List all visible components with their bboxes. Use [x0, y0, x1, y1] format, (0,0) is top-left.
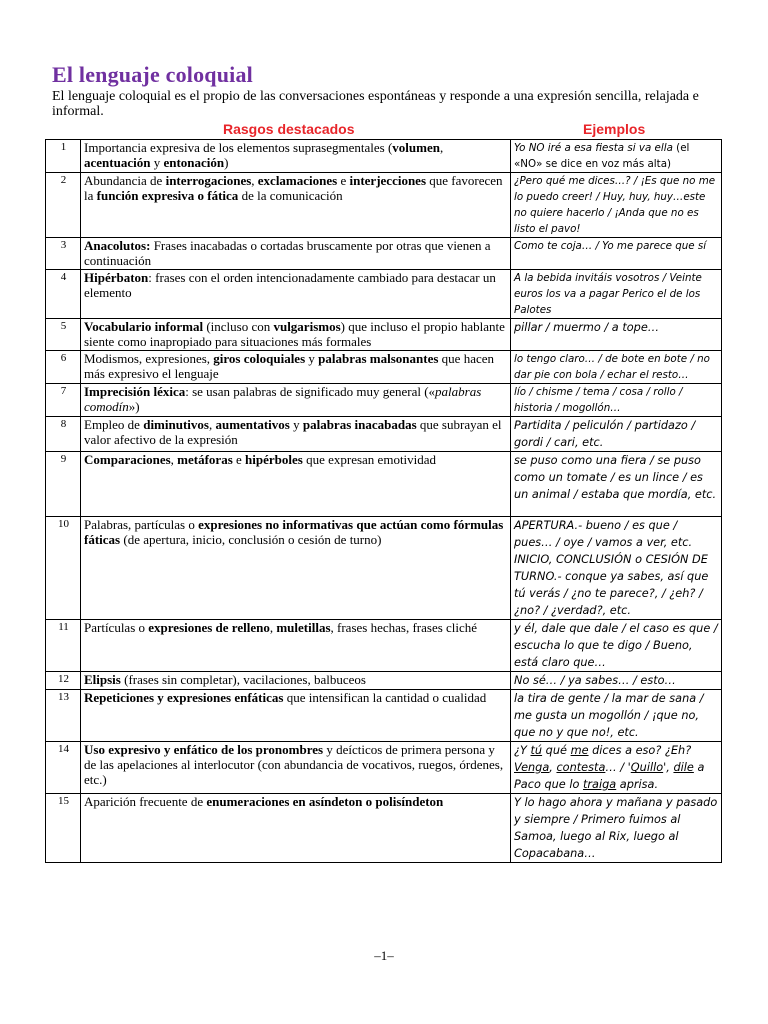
feature-text: (frases sin completar), vacilaciones, balbuceos — [120, 672, 366, 687]
example-cell — [511, 742, 722, 794]
feature-text: aumentativos — [215, 417, 290, 432]
feature-text: , — [208, 417, 216, 432]
feature-text: ) — [224, 155, 229, 170]
feature-cell — [81, 742, 511, 794]
row-number: 9 — [46, 452, 81, 517]
intro-paragraph: El lenguaje coloquial es el propio de las conversaciones espontáneas y responde a una expresión sencilla, relajada e informal. — [52, 89, 699, 119]
feature-text: que intensifican la cantidad o cualidad — [283, 690, 487, 705]
example-cell — [511, 452, 722, 517]
feature-text: Comparaciones — [84, 452, 171, 467]
feature-text: Abundancia de — [84, 173, 166, 188]
example-text: traiga — [582, 778, 617, 791]
feature-cell — [81, 319, 511, 351]
feature-cell — [81, 173, 511, 238]
row-number: 14 — [46, 742, 81, 794]
table-row — [46, 384, 722, 417]
example-cell — [511, 384, 722, 417]
example-text: contesta — [556, 761, 606, 774]
example-text: lo tengo claro… / de bote en bote / no dar pie con bola / echar el resto… — [514, 353, 710, 381]
example-text: , — [549, 761, 557, 774]
row-number: 6 — [46, 351, 81, 384]
feature-cell — [81, 384, 511, 417]
table-row — [46, 742, 722, 794]
feature-text: giros coloquiales — [213, 351, 306, 366]
feature-cell — [81, 794, 511, 863]
feature-cell — [81, 690, 511, 742]
example-text: tú — [530, 744, 543, 757]
example-cell — [511, 173, 722, 238]
feature-text: , — [251, 173, 258, 188]
feature-text: expresiones no informativas que actúan como fórmulas fáticas — [84, 517, 504, 547]
example-cell — [511, 794, 722, 863]
example-text: ¿Y — [514, 744, 531, 757]
example-text: … / ' — [605, 761, 631, 774]
example-text: a Paco que lo — [514, 761, 705, 791]
feature-text: Repeticiones y expresiones enfáticas — [84, 690, 284, 705]
feature-text: Palabras, partículas o — [84, 517, 199, 532]
table-row — [46, 238, 722, 270]
example-text: APERTURA.- bueno / es que / pues… / oye / vamos a ver, etc. INICIO, CONCLUSIÓN o CESIÓN DE TURNO.- conque ya sabes, así que tú verás / ¿no te parece?, / ¿eh? / ¿no? / ¿verdad?, etc. — [514, 519, 709, 617]
feature-text: : se usan palabras de significado muy general (« — [185, 384, 436, 399]
row-number: 5 — [46, 319, 81, 351]
example-cell — [511, 319, 722, 351]
row-number: 3 — [46, 238, 81, 270]
feature-text: que subrayan el valor afectivo de la expresión — [84, 417, 502, 447]
example-cell — [511, 417, 722, 452]
feature-text: , — [170, 452, 178, 467]
example-text: Como te coja… / Yo me parece que sí — [514, 240, 707, 252]
example-text: lío / chisme / tema / cosa / rollo / historia / mogollón… — [514, 386, 683, 414]
table-row — [46, 452, 722, 517]
feature-cell — [81, 140, 511, 173]
row-number: 2 — [46, 173, 81, 238]
example-text: ¿Pero qué me dices…? / ¡Es que no me lo puedo creer! / Huy, huy, huy…este no quiere hacerlo / ¡Anda que no es listo el pavo! — [514, 175, 716, 235]
features-table — [45, 139, 722, 863]
feature-text: y — [305, 351, 319, 366]
feature-text: función expresiva o fática — [96, 188, 239, 203]
example-text: Partidita / peliculón / partidazo / gordi / cari, etc. — [514, 419, 696, 449]
feature-text: interjecciones — [349, 173, 427, 188]
feature-cell — [81, 238, 511, 270]
example-cell — [511, 620, 722, 672]
feature-cell — [81, 672, 511, 690]
page-title: El lenguaje coloquial — [52, 62, 253, 87]
feature-text: (incluso con — [203, 319, 274, 334]
feature-text: acentuación — [84, 155, 151, 170]
feature-text: que favorecen la — [84, 173, 503, 203]
example-text: se puso como una fiera / se puso como un tomate / es un lince / es un animal / estaba que mordía, etc. — [514, 454, 717, 501]
feature-text: e — [337, 173, 350, 188]
table-row — [46, 794, 722, 863]
features-table-body — [46, 140, 722, 863]
table-row — [46, 517, 722, 620]
feature-text: palabras inacabadas — [302, 417, 417, 432]
header-rasgos: Rasgos destacados — [223, 121, 355, 137]
example-cell — [511, 351, 722, 384]
feature-text: (de apertura, inicio, conclusión o cesión de turno) — [120, 532, 382, 547]
example-cell — [511, 140, 722, 173]
row-number: 15 — [46, 794, 81, 863]
example-text: la tira de gente / la mar de sana / me gusta un mogollón / ¡que no, que no y que no!, etc. — [514, 692, 704, 739]
feature-text: entonación — [163, 155, 225, 170]
example-text: qué — [542, 744, 571, 757]
feature-text: Aparición frecuente de — [84, 794, 207, 809]
feature-text: ») — [128, 399, 140, 414]
example-text: Venga — [514, 761, 550, 774]
feature-text: Uso expresivo y enfático de los pronombres — [84, 742, 324, 757]
feature-text: enumeraciones en asíndeton o polisíndeton — [206, 794, 444, 809]
example-text: aprisa. — [616, 778, 659, 791]
row-number: 12 — [46, 672, 81, 690]
feature-text: diminutivos — [143, 417, 209, 432]
feature-text: Vocabulario informal — [84, 319, 204, 334]
feature-text: Imprecisión léxica — [84, 384, 186, 399]
row-number: 11 — [46, 620, 81, 672]
feature-text: metáforas — [177, 452, 233, 467]
row-number: 8 — [46, 417, 81, 452]
table-row — [46, 417, 722, 452]
example-text: dices a eso? ¿Eh? — [588, 744, 692, 757]
feature-text: palabras malsonantes — [318, 351, 439, 366]
example-cell — [511, 517, 722, 620]
feature-cell — [81, 620, 511, 672]
feature-text: exclamaciones — [257, 173, 338, 188]
row-number: 10 — [46, 517, 81, 620]
feature-text: muletillas — [276, 620, 331, 635]
table-row — [46, 672, 722, 690]
feature-cell — [81, 270, 511, 319]
example-text: y él, dale que dale / el caso es que / escucha lo que te digo / Bueno, está claro que… — [514, 622, 718, 669]
example-cell — [511, 690, 722, 742]
feature-text: hipérboles — [245, 452, 303, 467]
table-row — [46, 173, 722, 238]
feature-cell — [81, 517, 511, 620]
feature-text: Anacolutos: — [84, 238, 151, 253]
example-text: Quillo — [630, 761, 664, 774]
feature-text: de la comunicación — [238, 188, 343, 203]
feature-text: volumen — [392, 140, 440, 155]
example-text: ', — [663, 761, 674, 774]
feature-text: y — [150, 155, 164, 170]
example-text: Y lo hago ahora y mañana y pasado y siempre / Primero fuimos al Samoa, luego al Rix, luego al Copacabana… — [514, 796, 718, 860]
feature-text: ) que incluso el propio hablante siente como inapropiado para situaciones más formales — [84, 319, 505, 349]
row-number: 4 — [46, 270, 81, 319]
column-headers — [45, 121, 722, 139]
feature-text: , frases hechas, frases cliché — [330, 620, 478, 635]
feature-text: : frases con el orden intencionadamente cambiado para destacar un elemento — [84, 270, 496, 300]
example-cell — [511, 270, 722, 319]
example-cell — [511, 238, 722, 270]
example-text: No sé… / ya sabes… / esto… — [514, 674, 676, 687]
page-number: –1– — [374, 948, 394, 963]
feature-text: e — [232, 452, 246, 467]
feature-text: , — [439, 140, 444, 155]
feature-cell — [81, 417, 511, 452]
feature-text: Frases inacabadas o cortadas bruscamente por otras que vienen a continuación — [84, 238, 491, 268]
feature-text: interrogaciones — [165, 173, 252, 188]
feature-text: , — [269, 620, 277, 635]
row-number: 13 — [46, 690, 81, 742]
header-ejemplos: Ejemplos — [583, 121, 646, 137]
example-text: A la bebida invitáis vosotros / Veinte euros los va a pagar Perico el de los Palotes — [514, 272, 702, 316]
feature-text: y deícticos de primera persona y de las apelaciones al interlocutor (con abundancia de vocativos, ruegos, órdenes, etc.) — [84, 742, 504, 787]
feature-text: Hipérbaton — [84, 270, 149, 285]
table-row — [46, 351, 722, 384]
feature-text: palabras comodín — [84, 384, 482, 414]
feature-cell — [81, 351, 511, 384]
example-text: me — [570, 744, 589, 757]
example-text: Yo NO iré a esa fiesta si va ella — [514, 142, 673, 154]
feature-cell — [81, 452, 511, 517]
example-text: (el «NO» se dice en voz más alta) — [514, 142, 690, 170]
table-row — [46, 140, 722, 173]
table-row — [46, 319, 722, 351]
feature-text: Importancia expresiva de los elementos suprasegmentales ( — [84, 140, 393, 155]
example-text: dile — [673, 761, 694, 774]
example-text: pillar / muermo / a tope… — [514, 321, 660, 334]
feature-text: vulgarismos — [273, 319, 341, 334]
feature-text: Modismos, expresiones, — [84, 351, 214, 366]
feature-text: Empleo de — [84, 417, 144, 432]
table-row — [46, 620, 722, 672]
feature-text: Elipsis — [84, 672, 121, 687]
feature-text: Partículas o — [84, 620, 149, 635]
feature-text: que hacen más expresivo el lenguaje — [84, 351, 495, 381]
table-row — [46, 270, 722, 319]
example-cell — [511, 672, 722, 690]
feature-text: que expresan emotividad — [302, 452, 437, 467]
row-number: 1 — [46, 140, 81, 173]
feature-text: expresiones de relleno — [148, 620, 270, 635]
feature-text: y — [289, 417, 303, 432]
row-number: 7 — [46, 384, 81, 417]
table-row — [46, 690, 722, 742]
